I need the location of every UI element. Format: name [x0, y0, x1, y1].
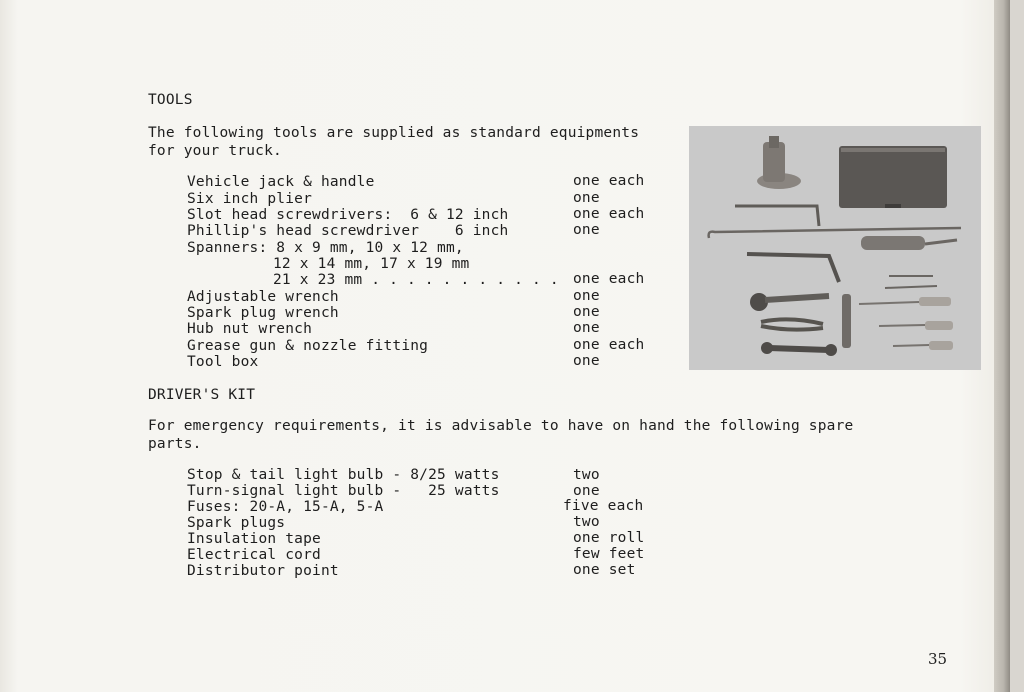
tool-item: Grease gun & nozzle fitting	[187, 338, 429, 354]
kit-qty: one roll	[573, 530, 645, 546]
page-number: 35	[928, 650, 948, 668]
tool-item: Spanners: 8 x 9 mm, 10 x 12 mm,	[187, 240, 464, 256]
tool-qty: one	[573, 304, 600, 320]
tool-qty: one	[573, 353, 600, 369]
tool-qty: one	[573, 190, 600, 206]
kit-qty: few feet	[573, 546, 645, 562]
kit-item: Spark plugs	[187, 515, 286, 531]
tools-intro-line-2: for your truck.	[148, 143, 282, 159]
tools-photo	[689, 126, 981, 370]
kit-qty: one	[573, 483, 600, 499]
tool-qty: one each	[573, 337, 645, 353]
tools-intro-line-1: The following tools are supplied as standard equipments	[148, 125, 640, 141]
tool-qty: one each	[573, 173, 645, 189]
tool-qty: one	[573, 222, 600, 238]
kit-item: Distributor point	[187, 563, 339, 579]
tool-item: Six inch plier	[187, 191, 313, 207]
toolbox-icon	[839, 146, 947, 208]
tool-item: Phillip's head screwdriver 6 inch	[187, 223, 509, 239]
kit-item: Stop & tail light bulb - 8/25 watts	[187, 467, 500, 483]
tool-item: Adjustable wrench	[187, 289, 339, 305]
kit-qty: one set	[573, 562, 636, 578]
tool-qty: one each	[573, 206, 645, 222]
drivers-kit-heading: DRIVER'S KIT	[148, 387, 256, 403]
kit-qty: five each	[563, 498, 644, 514]
kit-item: Turn-signal light bulb - 25 watts	[187, 483, 500, 499]
tools-heading: TOOLS	[148, 92, 193, 108]
tool-qty: one each	[573, 271, 645, 287]
tool-item: 12 x 14 mm, 17 x 19 mm	[273, 256, 470, 272]
page-curl	[994, 0, 1010, 692]
tool-item: Slot head screwdrivers: 6 & 12 inch	[187, 207, 509, 223]
kit-item: Insulation tape	[187, 531, 321, 547]
drivers-intro-line-1: For emergency requirements, it is advisable to have on hand the following spare	[148, 418, 854, 434]
tool-item: Spark plug wrench	[187, 305, 339, 321]
kit-qty: two	[573, 467, 600, 483]
spark-plug-wrench-icon	[842, 294, 851, 348]
tool-item: Tool box	[187, 354, 259, 370]
tool-qty: one	[573, 320, 600, 336]
tool-item: Vehicle jack & handle	[187, 174, 375, 190]
tool-qty: one	[573, 288, 600, 304]
tool-item: Hub nut wrench	[187, 321, 313, 337]
kit-qty: two	[573, 514, 600, 530]
kit-item: Fuses: 20-A, 15-A, 5-A	[187, 499, 384, 515]
tool-item: 21 x 23 mm . . . . . . . . . . .	[273, 272, 559, 288]
kit-item: Electrical cord	[187, 547, 321, 563]
drivers-intro-line-2: parts.	[148, 436, 202, 452]
